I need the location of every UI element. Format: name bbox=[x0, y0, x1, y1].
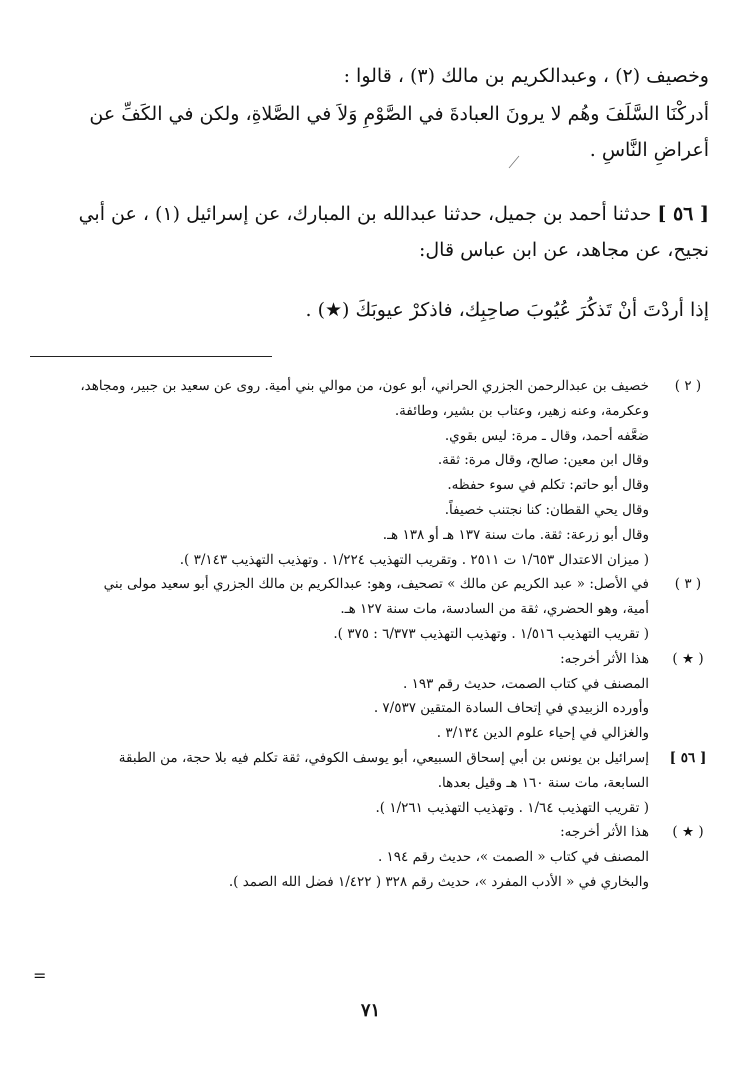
footnote-number: ( ٣ ) bbox=[674, 576, 702, 593]
footnote-line: وأورده الزبيدي في إتحاف السادة المتقين ٧/٥٣٧ . bbox=[373, 700, 649, 717]
main-text bbox=[34, 58, 709, 168]
footnote bbox=[28, 374, 711, 572]
footnote-line: المصنف في كتاب الصمت، حديث رقم ١٩٣ . bbox=[403, 675, 649, 692]
footnote bbox=[28, 820, 711, 894]
footnote-line: ( ميزان الاعتدال ١/٦٥٣ ت ٢٥١١ . وتقريب التهذيب ١/٢٢٤ . وتهذيب التهذيب ٣/١٤٣ ). bbox=[179, 551, 649, 568]
footnote-line: في الأصل: « عبد الكريم عن مالك » تصحيف، وهو: عبدالكريم بن مالك الجزري أبو سعيد مولى بني bbox=[103, 576, 649, 593]
page-number: ٧١ bbox=[360, 1000, 381, 1021]
footnote-line: السابعة، مات سنة ١٦٠ هـ وقيل بعدها. bbox=[437, 774, 649, 791]
quote-paragraph bbox=[34, 292, 709, 328]
footnote-line: وقال يحي القطان: كنا نجتنب خصيفاً. bbox=[444, 501, 649, 518]
footnote-line: وقال ابن معين: صالح، وقال مرة: ثقة. bbox=[437, 452, 649, 469]
footnote-line: وقال أبو زرعة: ثقة. مات سنة ١٣٧ هـ أو ١٣٨ هـ. bbox=[382, 526, 649, 543]
footnote-line: وقال أبو حاتم: تكلم في سوء حفظه. bbox=[447, 477, 649, 494]
main-line: أدركْنَا السَّلَفَ وهُم لا يرونَ العبادةَ في الصَّوْمِ وَلاَ في الصَّلاةِ، ولكن في الكَفِّ عن bbox=[89, 103, 709, 125]
footnotes bbox=[28, 374, 711, 895]
footnote-number: [ ٥٦ ] bbox=[669, 749, 707, 766]
narration-paragraph bbox=[34, 196, 709, 268]
footnote-line: ضعَّفه أحمد، وقال ـ مرة: ليس بقوي. bbox=[444, 427, 649, 444]
main-line: وخصيف (٢) ، وعبدالكريم بن مالك (٣) ، قالوا : bbox=[343, 65, 709, 87]
margin-mark: = bbox=[33, 966, 47, 985]
footnote-line: المصنف في كتاب « الصمت »، حديث رقم ١٩٤ . bbox=[377, 849, 649, 866]
footnote bbox=[28, 746, 711, 820]
footnote-line: والغزالي في إحياء علوم الدين ٣/١٣٤ . bbox=[436, 725, 649, 742]
footnote-number: ( ★ ) bbox=[672, 650, 704, 667]
footnote-line: هذا الأثر أخرجه: bbox=[560, 824, 649, 841]
footnote-number: ( ★ ) bbox=[672, 824, 704, 841]
footnote-line: ( تقريب التهذيب ١/٦٤ . وتهذيب التهذيب ١/٢٦١ ). bbox=[375, 799, 649, 816]
main-line: نجيح، عن مجاهد، عن ابن عباس قال: bbox=[418, 239, 709, 261]
footnote-line: ( تقريب التهذيب ١/٥١٦ . وتهذيب التهذيب ٦/٣٧٣ : ٣٧٥ ). bbox=[333, 625, 649, 642]
footnote bbox=[28, 647, 711, 746]
footnote-line: والبخاري في « الأدب المفرد »، حديث رقم ٣٢٨ ( ١/٤٢٢ فضل الله الصمد ). bbox=[228, 873, 649, 890]
footnote-line: خصيف بن عبدالرحمن الجزري الحراني، أبو عون، من موالي بني أمية. روى عن سعيد بن جبير، ومجاهد، bbox=[80, 378, 649, 394]
main-line bbox=[34, 196, 709, 232]
footnote-line: وعكرمة، وعنه زهير، وعتاب بن بشير، وطائفة. bbox=[394, 402, 649, 419]
narration-text: حدثنا أحمد بن جميل، حدثنا عبدالله بن المبارك، عن إسرائيل (١) ، عن أبي bbox=[78, 203, 652, 225]
footnote-line: أمية، وهو الحضري، ثقة من السادسة، مات سنة ١٢٧ هـ. bbox=[340, 601, 649, 618]
main-line: إذا أردْتَ أنْ تَذكُرَ عُيُوبَ صاحِبِك، فاذكرْ عيوبَكَ (★) . bbox=[305, 299, 709, 321]
footnote-number: ( ٢ ) bbox=[674, 378, 702, 394]
footnote bbox=[28, 572, 711, 646]
main-line: أعراضِ النَّاسِ . bbox=[589, 139, 709, 161]
footnote-line: هذا الأثر أخرجه: bbox=[560, 650, 649, 667]
footnote-line: إسرائيل بن يونس بن أبي إسحاق السبيعي، أبو يوسف الكوفي، ثقة تكلم فيه بلا حجة، من الطبقة bbox=[118, 749, 649, 766]
narration-number: [ ٥٦ ] bbox=[657, 203, 709, 225]
footnote-divider bbox=[30, 356, 272, 357]
stray-pen-mark bbox=[506, 154, 522, 170]
